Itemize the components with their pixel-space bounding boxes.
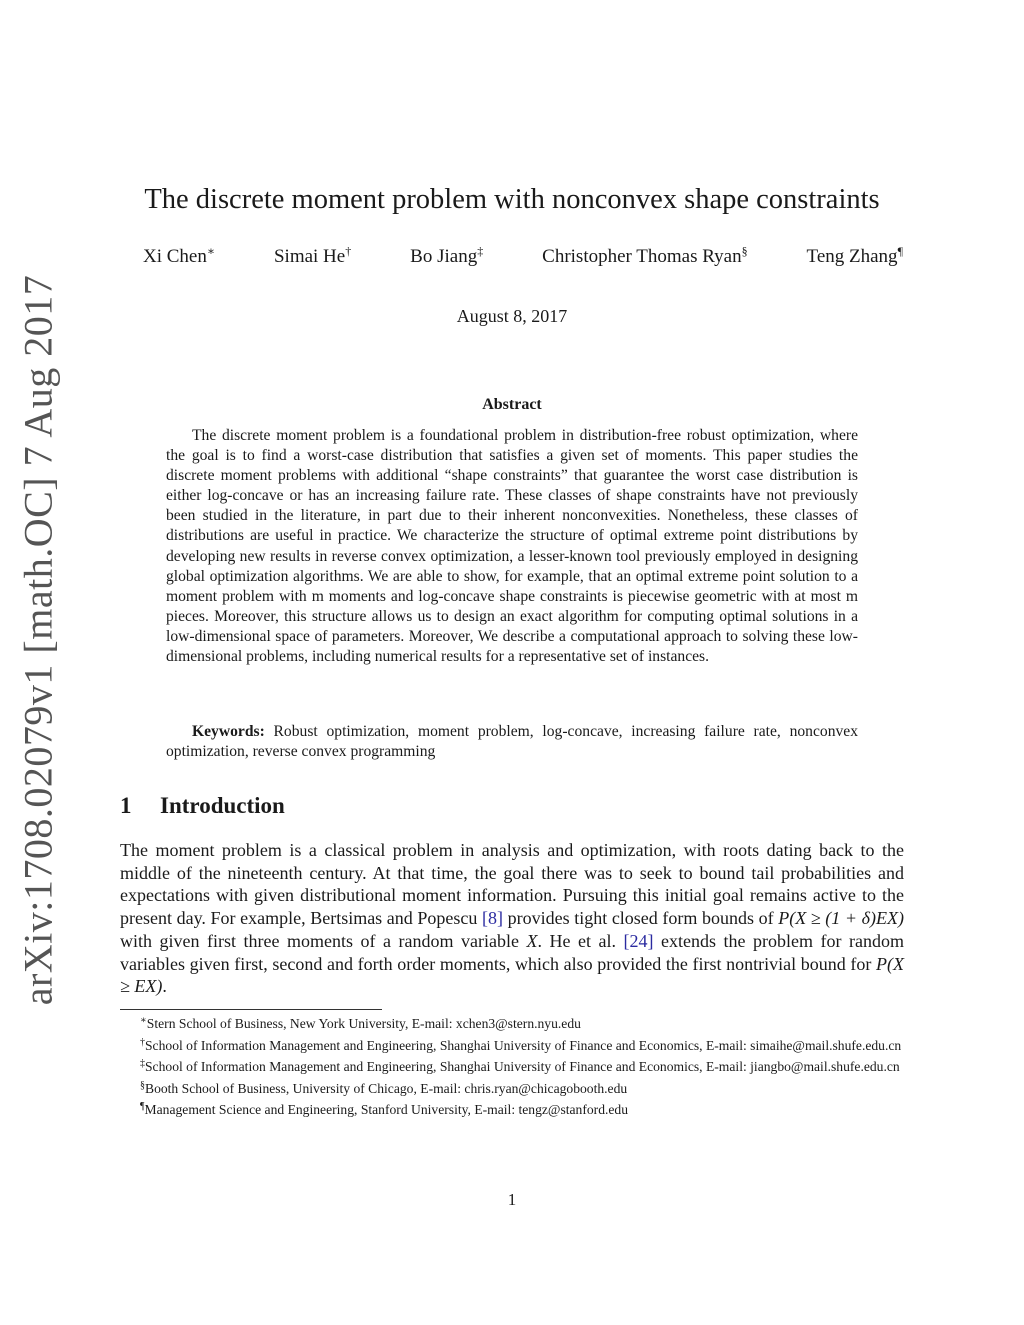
intro-paragraph: The moment problem is a classical problem in analysis and optimization, with roots dating back to the middle of the nineteenth century. At that time, the goal there was to seek to bound tail probabilities and expectations with given distributional moment information. Pursuing this initial goal remains active to the present day. For example, Bertsimas and Popescu [8] provides tight closed form bounds of P(X ≥ (1 + δ)EX) with given first three moments of a random variable X. He et al. [24] extends the problem for random variables given first, second and forth order moments, which also provided the first nontrivial bound for P(X ≥ EX). [120, 840, 905, 997]
citation-link[interactable]: [24] [623, 930, 654, 951]
abstract-heading: Abstract [482, 396, 542, 413]
keywords-text: Robust optimization, moment problem, log-concave, increasing failure rate, nonconvex optimization, reverse convex programming [166, 723, 858, 761]
author: Christopher Thomas Ryan§ [542, 244, 748, 267]
footnote: ¶Management Science and Engineering, Stanford University, E-mail: tengz@stanford.edu [140, 1101, 629, 1118]
author: Teng Zhang¶ [806, 244, 903, 267]
math-expression: P(X ≥ (1 + δ)EX) [778, 908, 904, 929]
author: Xi Chen∗ [143, 244, 216, 267]
citation-link[interactable]: [8] [482, 908, 503, 929]
page-number: 1 [507, 1190, 517, 1209]
abstract-text: The discrete moment problem is a foundational problem in distribution-free robust optimization, where the goal is to find a worst-case distribution that satisfies a given set of moments. This paper studies the discrete moment problems with additional “shape constraints” that guarantee the worst case distribution is either log-concave or has an increasing failure rate. These classes of shape constraints have not previously been studied in the literature, in part due to their inherent nonconvexities. Nonetheless, these classes of distributions are useful in practice. We characterize the structure of optimal extreme point distributions by developing new results in reverse convex optimization, a lesser-known tool previously employed in designing global optimization algorithms. We are able to show, for example, that an optimal extreme point solution to a moment problem with m moments and log-concave shape constraints is piecewise geometric with at most m pieces. Moreover, this structure allows us to design an exact algorithm for computing optimal solutions in a low-dimensional space of parameters. Moreover, We describe a computational approach to solving these low-dimensional problems, including numerical results for a representative set of instances. [166, 427, 858, 666]
author: Simai He† [273, 244, 352, 267]
paper-title: The discrete moment problem with nonconvex shape constraints [144, 184, 880, 215]
footnote-divider [120, 1009, 382, 1010]
author-list [143, 244, 903, 268]
footnote: ‡School of Information Management and Engineering, Shanghai University of Finance and Economics, E-mail: jiangbo@mail.shufe.edu.cn [140, 1058, 900, 1075]
footnote: §Booth School of Business, University of Chicago, E-mail: chris.ryan@chicagobooth.edu [140, 1079, 628, 1096]
footnote: ∗Stern School of Business, New York University, E-mail: xchen3@stern.nyu.edu [140, 1015, 581, 1031]
keywords-label: Keywords: [192, 723, 265, 740]
section-number: 1 [120, 793, 132, 818]
arxiv-stamp: arXiv:1708.02079v1 [math.OC] 7 Aug 2017 [15, 274, 61, 1006]
paper-date: August 8, 2017 [456, 306, 568, 326]
keywords [166, 722, 858, 762]
math-expression: X [526, 930, 538, 951]
footnote: †School of Information Management and Engineering, Shanghai University of Finance and Economics, E-mail: simaihe@mail.shufe.edu.cn [140, 1036, 902, 1053]
footnotes [120, 1012, 904, 1120]
section-heading [120, 793, 285, 819]
math-expression: P(X ≥ EX) [120, 953, 904, 997]
author: Bo Jiang‡ [410, 244, 484, 267]
section-title: Introduction [160, 793, 285, 818]
